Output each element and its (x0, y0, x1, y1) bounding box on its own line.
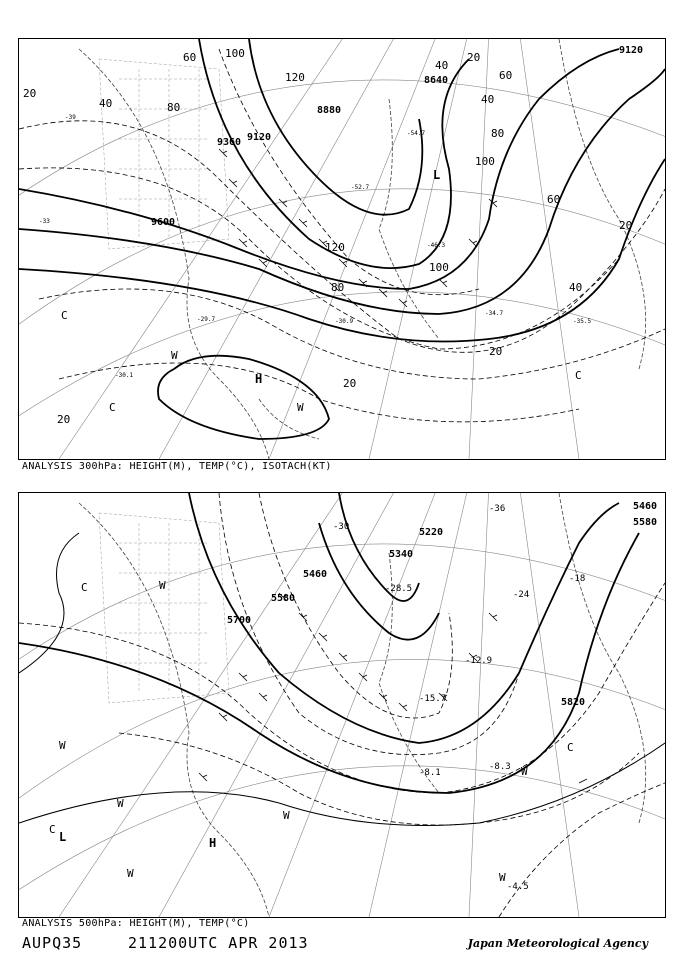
warm-center-label: W (159, 579, 166, 592)
height-label: 9360 (217, 137, 242, 148)
warm-center-label: W (171, 349, 178, 362)
temp-label: -18 (569, 574, 586, 584)
warm-center-label: W (117, 797, 124, 810)
height-label: 9120 (619, 45, 644, 56)
isotach-label: 80 (167, 101, 181, 114)
height-label: 5460 (303, 569, 328, 580)
isotach-label: 20 (57, 413, 71, 426)
height-label: 5580 (633, 517, 658, 528)
temp-label: -29.7 (197, 316, 216, 323)
warm-center-label: W (59, 739, 66, 752)
cold-center-label: C (575, 369, 582, 382)
isotach-label: 100 (429, 261, 449, 274)
panel-300hpa-caption: ANALYSIS 300hPa: HEIGHT(M), TEMP(°C), ISOTACH(KT) (22, 461, 332, 472)
high-center-label: H (255, 372, 263, 386)
temp-label: -12.9 (465, 656, 493, 666)
height-label: 5340 (389, 549, 414, 560)
height-label: 5460 (633, 501, 658, 512)
cold-center-label: C (61, 309, 68, 322)
temperature-label-group (39, 114, 591, 379)
warm-center-label: W (499, 871, 506, 884)
coastlines (79, 39, 646, 459)
valid-time: 211200UTC APR 2013 (128, 934, 309, 952)
temp-label: -36 (489, 504, 506, 514)
temp-label: -35.5 (573, 318, 592, 325)
map-300hpa-svg (19, 39, 665, 459)
panel-300hpa-map (18, 38, 666, 460)
temp-label: -46.3 (427, 242, 446, 249)
isotach-label: 60 (183, 51, 197, 64)
isotach-label: 80 (331, 281, 345, 294)
low-center-label: L (59, 830, 67, 844)
isotach-label-group (23, 47, 632, 426)
isotach-label: 40 (99, 97, 113, 110)
isotach-label: 20 (343, 377, 357, 390)
isotach-label: 40 (435, 59, 449, 72)
cold-center-label: C (81, 581, 88, 594)
temp-label: -8.1 (419, 768, 441, 778)
isotach-label: 100 (475, 155, 495, 168)
warm-center-label: W (127, 867, 134, 880)
high-center-label: H (209, 836, 217, 850)
isotach-label: 60 (547, 193, 561, 206)
wind-barbs (219, 149, 497, 307)
temp-label: -52.7 (351, 184, 370, 191)
warm-center-label: W (297, 401, 304, 414)
temp-label: -28.5 (385, 584, 413, 594)
temperature-label-group (333, 504, 585, 892)
height-label: 8880 (317, 105, 342, 116)
cold-center-label: C (109, 401, 116, 414)
temp-label: -24 (513, 590, 530, 600)
center-label-group (59, 830, 216, 850)
temp-label: -8.3 (489, 762, 511, 772)
temp-label: -30 (333, 522, 350, 532)
isotach-label: 120 (285, 71, 305, 84)
warm-center-label: W (283, 809, 290, 822)
height-label: 5220 (419, 527, 444, 538)
isotach-label: 20 (489, 345, 503, 358)
height-label: 8640 (424, 75, 449, 86)
temp-label: -54.7 (407, 130, 426, 137)
panel-500hpa-map (18, 492, 666, 918)
chart-id: AUPQ35 (22, 934, 83, 952)
height-label: 5820 (561, 697, 586, 708)
warm-cold-label-group (61, 309, 582, 414)
warm-center-label: W (521, 765, 528, 778)
isotach-label: 20 (23, 87, 37, 100)
low-center-label: L (433, 168, 441, 182)
isotach-label: 40 (481, 93, 495, 106)
temp-label: -15.7 (419, 694, 447, 704)
temp-label: -30.9 (335, 318, 354, 325)
temp-label: -33 (39, 218, 50, 225)
agency-credit: Japan Meteorological Agency (467, 937, 648, 950)
temp-label: -39 (65, 114, 76, 121)
height-label: 9120 (247, 132, 272, 143)
height-label: 5580 (271, 593, 296, 604)
isotach-label: 80 (491, 127, 505, 140)
height-label: 5700 (227, 615, 252, 626)
cold-center-label: C (567, 741, 574, 754)
height-label: 9600 (151, 217, 176, 228)
temp-label: -4.5 (507, 882, 529, 892)
temp-label: -30.1 (115, 372, 134, 379)
isotach-label: 20 (467, 51, 481, 64)
warm-cold-label-group (49, 579, 574, 884)
map-500hpa-svg (19, 493, 665, 917)
isotach-label: 120 (325, 241, 345, 254)
cold-center-label: C (49, 823, 56, 836)
isotach-label: 40 (569, 281, 583, 294)
isotach-label: 60 (499, 69, 513, 82)
isotach-label: 100 (225, 47, 245, 60)
panel-500hpa-caption: ANALYSIS 500hPa: HEIGHT(M), TEMP(°C) (22, 918, 250, 929)
terrain-hatching (99, 513, 229, 703)
wind-barbs (199, 593, 587, 783)
temp-label: -34.7 (485, 310, 504, 317)
isotach-label: 20 (619, 219, 633, 232)
